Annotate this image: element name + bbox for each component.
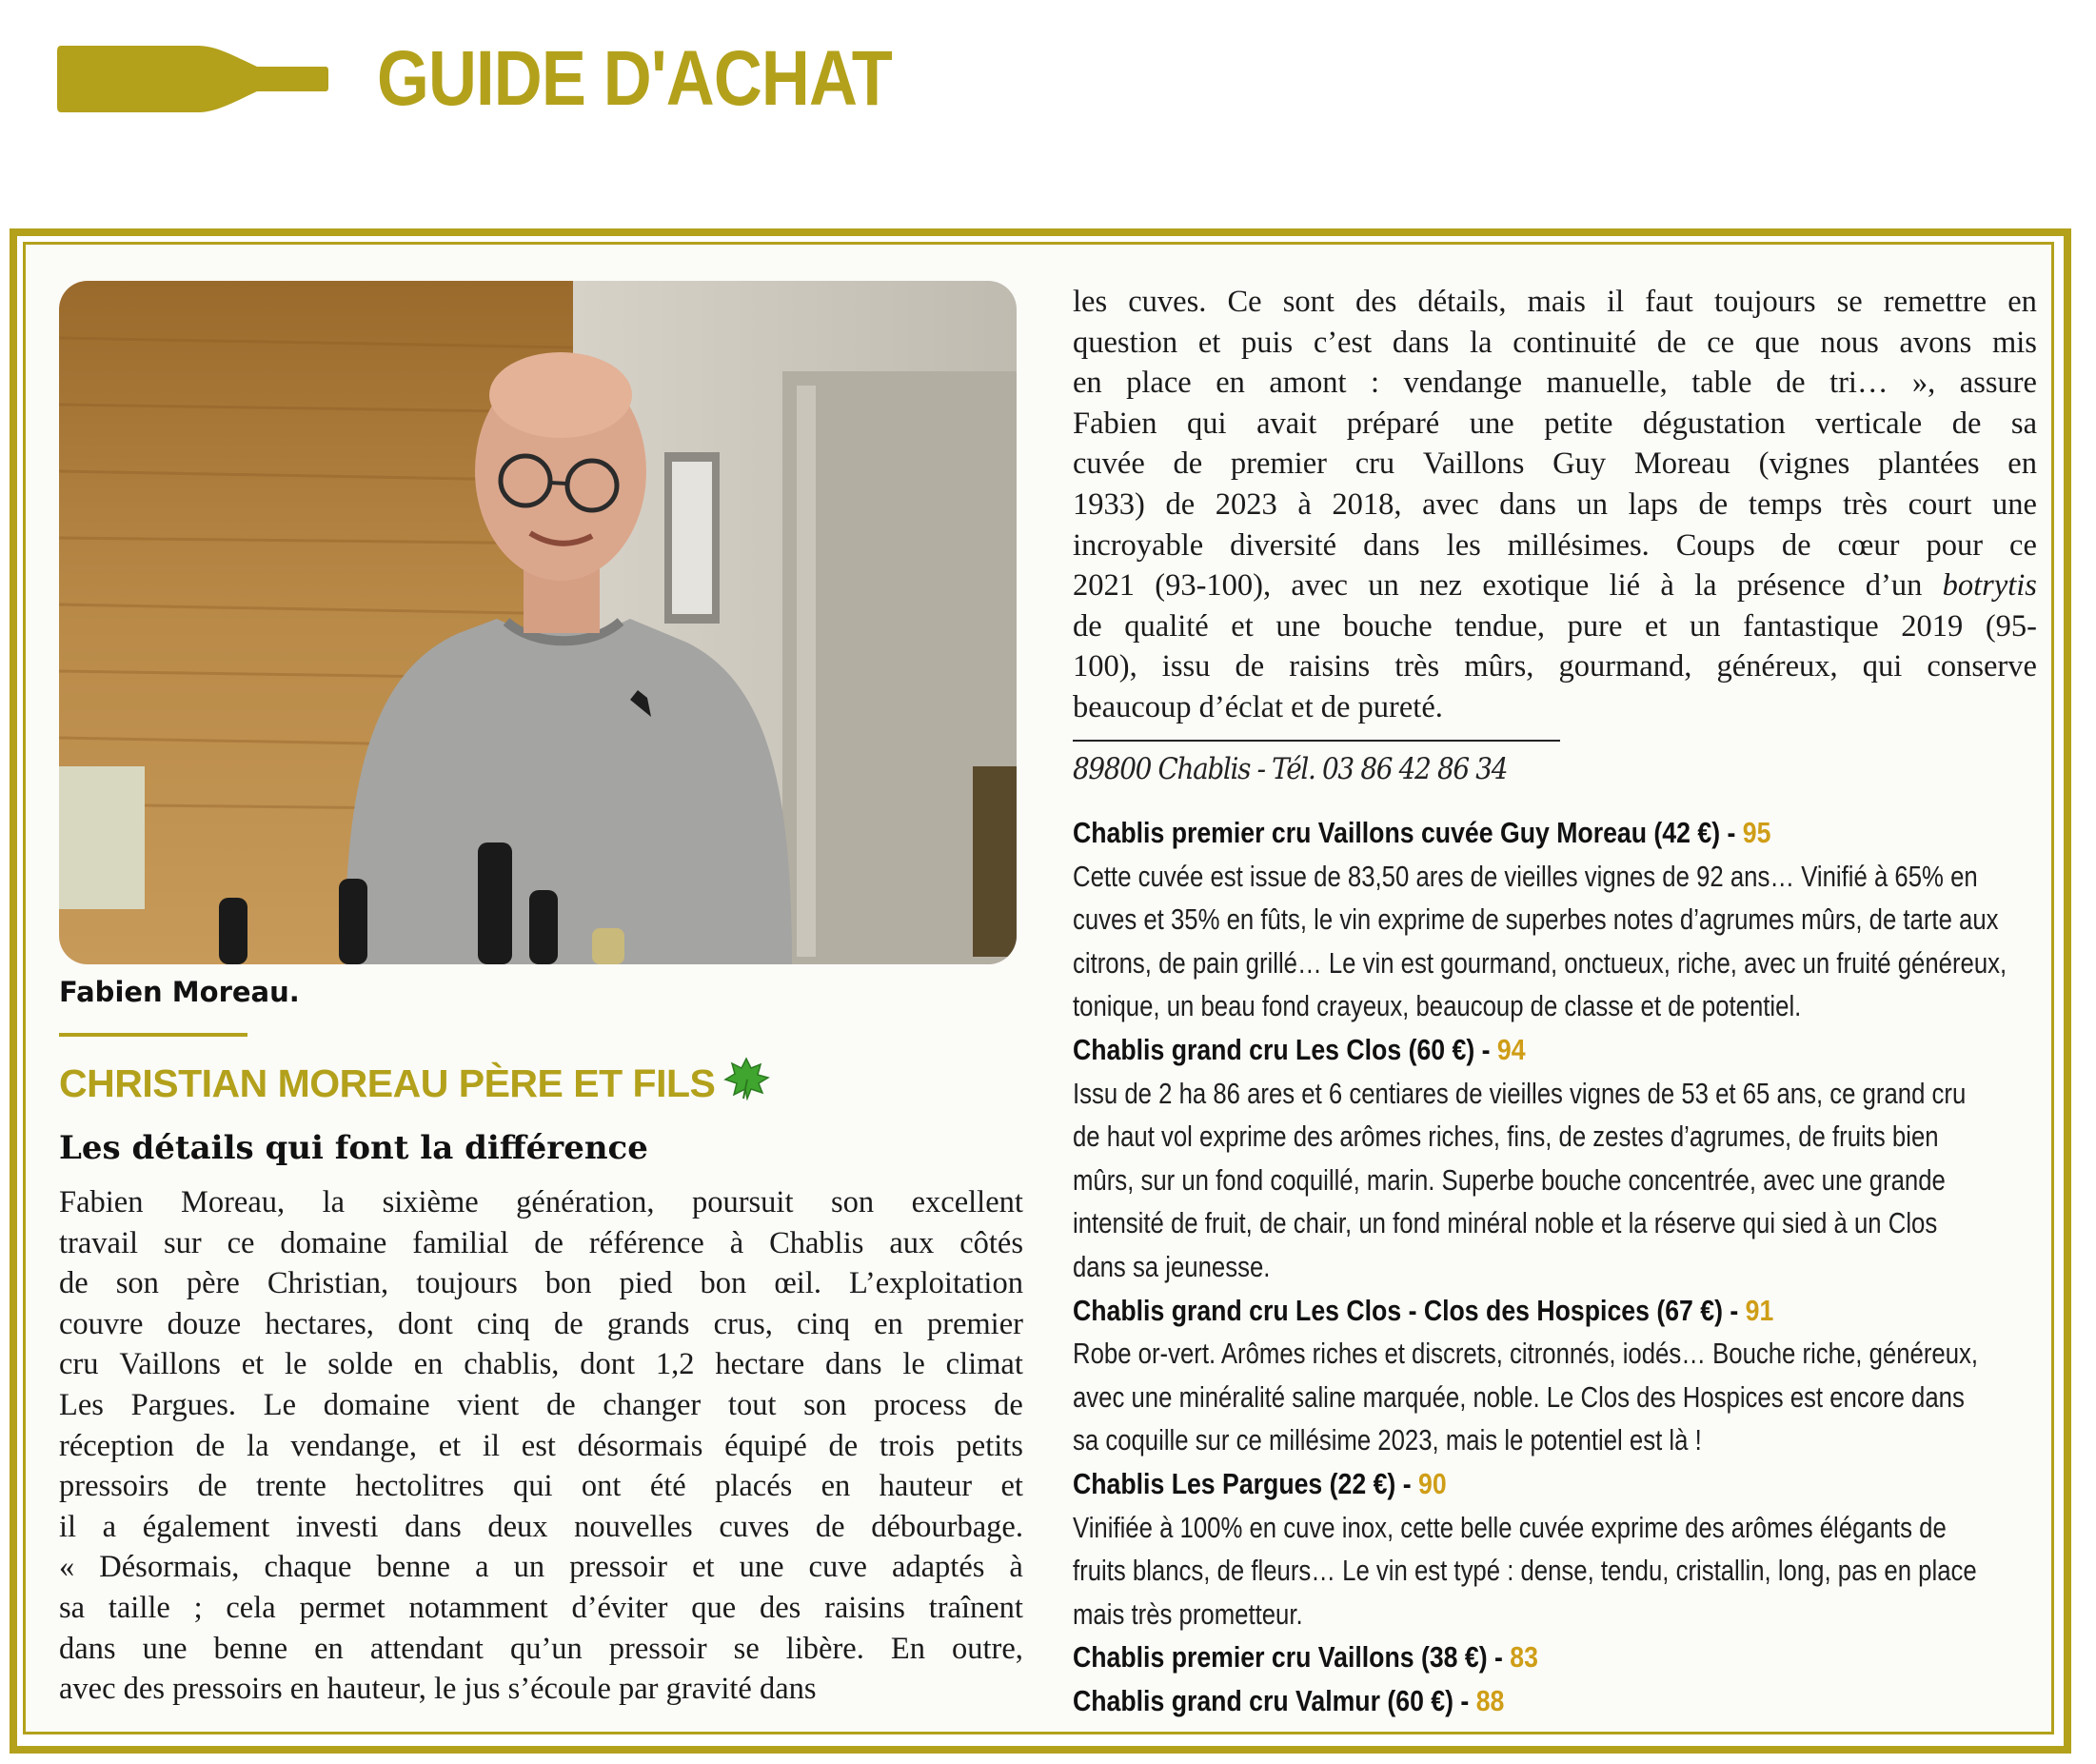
body-text-line: cru Vaillons et le solde en chablis, dont 1,2 hectare dans le climat [59,1347,1023,1382]
portrait-photo [59,281,1017,964]
wine-entry [1073,1462,2063,1635]
body-text-line: sa taille ; cela permet notamment d’éviter que des raisins traînent [59,1590,1023,1625]
wine-description-line: cuves et 35% en fûts, le vin exprime de superbes notes d’agrumes mûrs, de tarte aux [1073,902,1999,937]
wine-description [1073,855,2063,1028]
gold-divider [59,1033,247,1037]
wine-label: Chablis premier cru Vaillons (38 €) - [1073,1640,1511,1675]
body-text-line: il a également investi dans deux nouvelles cuves de débourbage. [59,1509,1023,1544]
wine-bottle-icon [55,44,329,114]
wine-label: Chablis grand cru Les Clos (60 €) - [1073,1032,1497,1066]
body-text-line: Les Pargues. Le domaine vient de changer tout son process de [59,1387,1023,1422]
body-text-line: de qualité et une bouche tendue, pure et un fantastique 2019 (95- [1073,608,2037,644]
wine-description [1073,1332,2063,1462]
section-header-title: GUIDE D'ACHAT [377,35,893,122]
wine-description-line: Vinifiée à 100% en cuve inox, cette belle cuvée exprime des arômes élégants de [1073,1510,1947,1544]
body-text-line: travail sur ce domaine familial de référence à Chablis aux côtés [59,1225,1023,1260]
wine-score: 83 [1510,1640,1538,1675]
photo-illustration [59,281,1017,964]
wine-label: Chablis Les Pargues (22 €) - [1073,1466,1419,1500]
wine-description-line: citrons, de pain grillé… Le vin est gourmand, onctueux, riche, avec un fruité généreux, [1073,945,2007,980]
body-text-line: Fabien Moreau, la sixième génération, poursuit son excellent [59,1185,1023,1219]
wine-name [1073,1635,1924,1679]
wine-score: 88 [1475,1683,1505,1717]
wine-entry [1073,1679,2063,1723]
wine-name [1073,1462,1924,1506]
body-text-line: réception de la vendange, et il est désormais équipé de trois petits [59,1428,1023,1463]
body-text-line: les cuves. Ce sont des détails, mais il faut toujours se remettre en [1073,285,2037,319]
wine-description-line: mûrs, sur un fond coquillé, marin. Superbe bouche concentrée, avec une grande [1073,1162,1946,1197]
wine-score: 91 [1745,1293,1774,1327]
photo-caption: Fabien Moreau. [59,976,300,1008]
wine-label: Chablis premier cru Vaillons cuvée Guy Moreau (42 €) - [1073,816,1743,849]
body-text-line: 2021 (93-100), avec un nez exotique lié à la présence d’un botrytis [1073,568,2037,604]
wine-description-line: intensité de fruit, de chair, un fond minéral noble et la réserve qui sied à un Clos [1073,1206,1938,1240]
body-text-line: question et puis c’est dans la continuité de ce que nous avons mis [1073,325,2037,360]
article-subtitle: Les détails qui font la différence [59,1129,648,1167]
domain-address: 89800 Chablis - Tél. 03 86 42 86 34 [1073,752,1508,786]
body-text-line: couvre douze hectares, dont cinq de grands crus, cinq en premier [59,1306,1023,1341]
body-text-line: cuvée de premier cru Vaillons Guy Moreau (vignes plantées en [1073,446,2037,482]
wine-label: Chablis grand cru Valmur (60 €) - [1073,1683,1476,1717]
address-divider [1073,740,1560,742]
wine-name [1073,1028,1924,1072]
wine-entry [1073,1028,2063,1289]
body-text-line: de son père Christian, toujours bon pied bon œil. L’exploitation [59,1266,1023,1301]
wine-entry [1073,811,2063,1028]
wine-description-line: de haut vol exprime des arômes riches, fins, de zestes d’agrumes, de fruits bien [1073,1120,1939,1154]
wine-score: 90 [1418,1466,1447,1500]
wine-description [1073,1506,2063,1636]
body-text-line: « Désormais, chaque benne a un pressoir et une cuve adaptés à [59,1550,1023,1585]
wine-list [1073,811,2063,1723]
body-text-line: dans une benne en attendant qu’un pressoir se libère. En outre, [59,1631,1023,1666]
wine-description-line: sa coquille sur ce millésime 2023, mais le potentiel est là ! [1073,1423,1702,1457]
wine-name [1073,1289,1924,1333]
wine-description [1073,1072,2063,1289]
body-text-line: 100), issu de raisins très mûrs, gourmand, généreux, qui conserve [1073,649,2037,684]
wine-description-line: Cette cuvée est issue de 83,50 ares de vieilles vignes de 92 ans… Vinifié à 65% en [1073,859,1978,893]
wine-description-line: dans sa jeunesse. [1073,1249,1271,1283]
body-text-line: beaucoup d’éclat et de pureté. [1073,689,1443,724]
article-body-right [1073,282,2037,728]
wine-score: 94 [1496,1032,1526,1066]
wine-label: Chablis grand cru Les Clos - Clos des Hospices (67 €) - [1073,1293,1746,1327]
body-text-line: pressoirs de trente hectolitres qui ont été placés en hauteur et [59,1469,1023,1504]
wine-name [1073,811,1924,855]
domain-title [59,1057,770,1110]
wine-description-line: Robe or-vert. Arômes riches et discrets, citronnés, iodés… Bouche riche, généreux, [1073,1337,1979,1371]
domain-title-text: CHRISTIAN MOREAU PÈRE ET FILS [59,1061,716,1105]
wine-entry [1073,1635,2063,1679]
wine-description-line: fruits blancs, de fleurs… Le vin est typé : dense, tendu, cristallin, long, pas en place [1073,1554,1977,1588]
body-text-line: en place en amont : vendange manuelle, table de tri… », assure [1073,366,2037,401]
wine-description-line: mais très prometteur. [1073,1596,1303,1631]
wine-description-line: avec une minéralité saline marquée, noble. Le Clos des Hospices est encore dans [1073,1379,1965,1414]
article-body-left [59,1182,1023,1710]
vine-leaf-icon [722,1057,770,1100]
wine-score: 95 [1742,816,1771,849]
wine-description-line: tonique, un beau fond crayeux, beaucoup de classe et de potentiel. [1073,989,1802,1023]
wine-description-line: Issu de 2 ha 86 ares et 6 centiares de vieilles vignes de 53 et 65 ans, ce grand cru [1073,1076,1967,1110]
body-text-line: 1933) de 2023 à 2018, avec dans un laps de temps très court une [1073,486,2037,522]
wine-entry [1073,1289,2063,1462]
body-text-line: Fabien qui avait préparé une petite dégustation verticale de sa [1073,406,2037,441]
body-text-line: incroyable diversité dans les millésimes. Coups de cœur pour ce [1073,527,2037,563]
wine-name [1073,1679,1924,1723]
body-text-line: avec des pressoirs en hauteur, le jus s’écoule par gravité dans [59,1672,817,1707]
